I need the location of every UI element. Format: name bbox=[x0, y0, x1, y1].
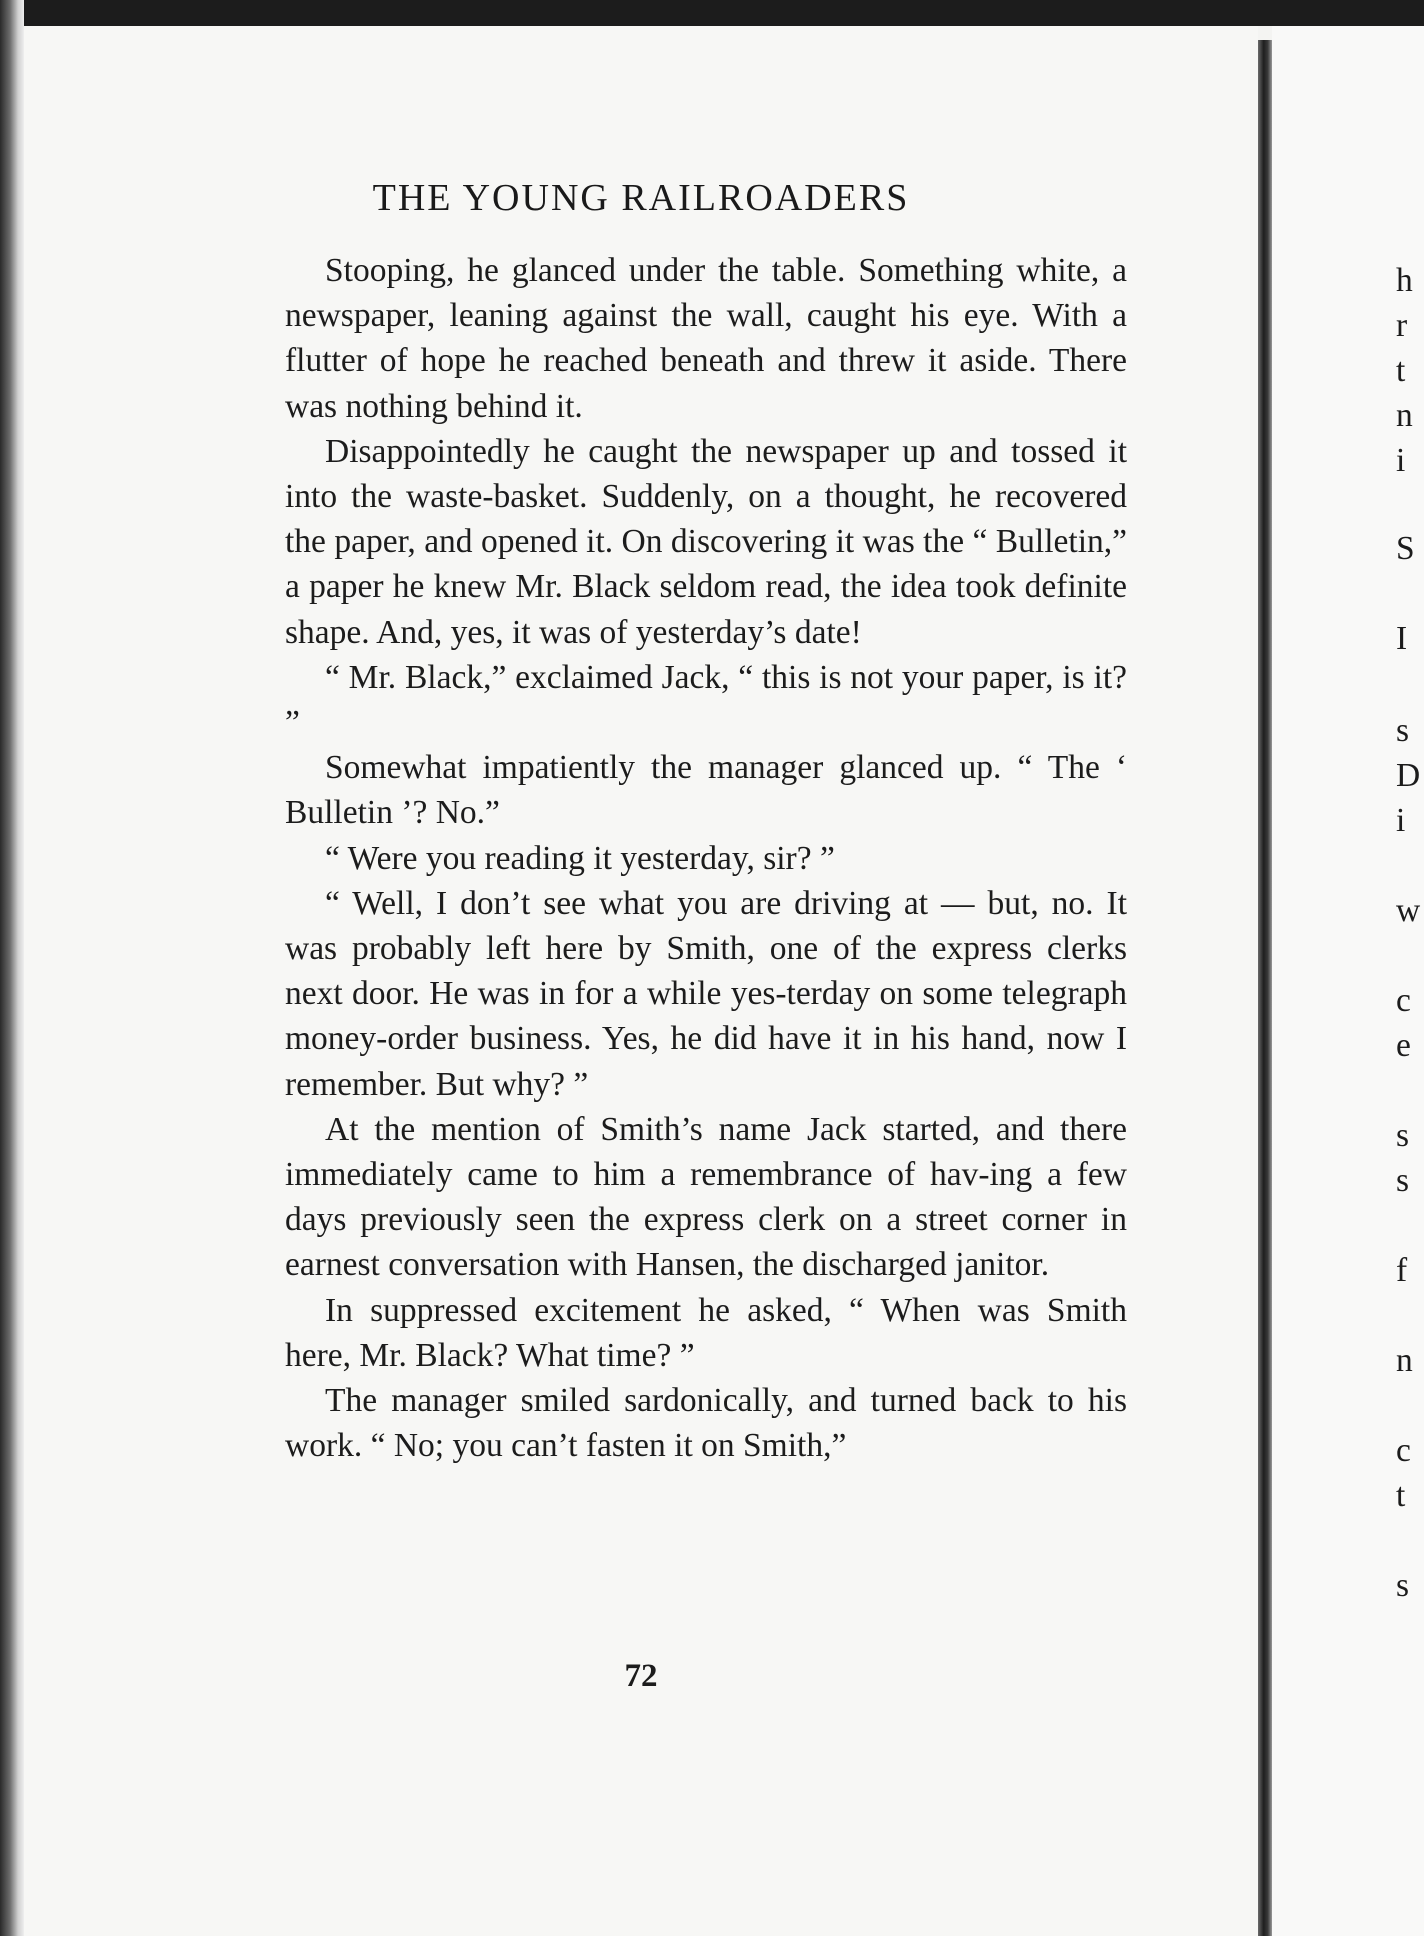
facing-line-fragment: s bbox=[1396, 1162, 1410, 1199]
scan-top-border bbox=[0, 0, 1424, 26]
paragraph: Disappointedly he caught the newspaper up and tossed it into the waste-basket. Suddenly, on a thought, he recovered the paper, and opened it. On discovering it was the “ Bulletin,” a paper he knew Mr. Black seldom read, the idea took definite shape. And, yes, it was of yesterday’s date! bbox=[285, 432, 1127, 651]
facing-line-fragment: c bbox=[1396, 1432, 1411, 1469]
paragraph: The manager smiled sardonically, and turned back to his work. “ No; you can’t fasten it on Smith,” bbox=[285, 1382, 1127, 1465]
facing-line-fragment: s bbox=[1396, 712, 1410, 749]
paragraph: “ Mr. Black,” exclaimed Jack, “ this is not your paper, is it? ” bbox=[285, 658, 1127, 742]
facing-line-fragment: D bbox=[1396, 757, 1421, 794]
facing-line-fragment: s bbox=[1396, 1567, 1410, 1604]
facing-line-fragment: n bbox=[1396, 397, 1413, 434]
paragraph: “ Were you reading it yesterday, sir? ” bbox=[325, 839, 835, 877]
paragraph: In suppressed excitement he asked, “ When was Smith here, Mr. Black? What time? ” bbox=[285, 1291, 1127, 1374]
book-gutter bbox=[1258, 40, 1272, 1936]
paragraph: Stooping, he glanced under the table. Something white, a newspaper, leaning against the wall, caught his eye. With a flutter of hope he reached beneath and threw it aside. There was nothing behind it. bbox=[285, 252, 1127, 425]
paragraph: At the mention of Smith’s name Jack started, and there immediately came to him a remembrance of hav-ing a few days previously seen the express clerk on a street corner in earnest conversation with Hansen, the discharged janitor. bbox=[285, 1110, 1127, 1284]
facing-page-text-fragments bbox=[1396, 0, 1424, 1936]
paragraph: “ Well, I don’t see what you are driving at — but, no. It was probably left here by Smith, one of the express clerks next door. He was in for a while yes-terday on some telegraph money-order business. Yes, he did have it in his hand, now I remember. But why? ” bbox=[285, 884, 1127, 1103]
facing-line-fragment: i bbox=[1396, 442, 1406, 479]
facing-line-fragment: s bbox=[1396, 1117, 1410, 1154]
facing-line-fragment: t bbox=[1396, 1477, 1406, 1514]
facing-line-fragment: t bbox=[1396, 352, 1406, 389]
facing-line-fragment: e bbox=[1396, 1027, 1411, 1064]
scan-left-edge bbox=[0, 0, 24, 1936]
body-text bbox=[285, 248, 1127, 1468]
running-head: THE YOUNG RAILROADERS bbox=[372, 177, 910, 219]
facing-line-fragment: i bbox=[1396, 802, 1406, 839]
facing-line-fragment: S bbox=[1396, 530, 1415, 567]
facing-line-fragment: I bbox=[1396, 620, 1408, 657]
paragraph: Somewhat impatiently the manager glanced up. “ The ‘ Bulletin ’? No.” bbox=[285, 749, 1127, 832]
facing-line-fragment: n bbox=[1396, 1342, 1413, 1379]
facing-line-fragment: f bbox=[1396, 1252, 1408, 1289]
facing-line-fragment: w bbox=[1396, 892, 1421, 929]
facing-line-fragment: c bbox=[1396, 982, 1411, 1019]
page-number: 72 bbox=[624, 1658, 658, 1694]
facing-line-fragment: h bbox=[1396, 262, 1413, 299]
facing-line-fragment: r bbox=[1396, 307, 1408, 344]
